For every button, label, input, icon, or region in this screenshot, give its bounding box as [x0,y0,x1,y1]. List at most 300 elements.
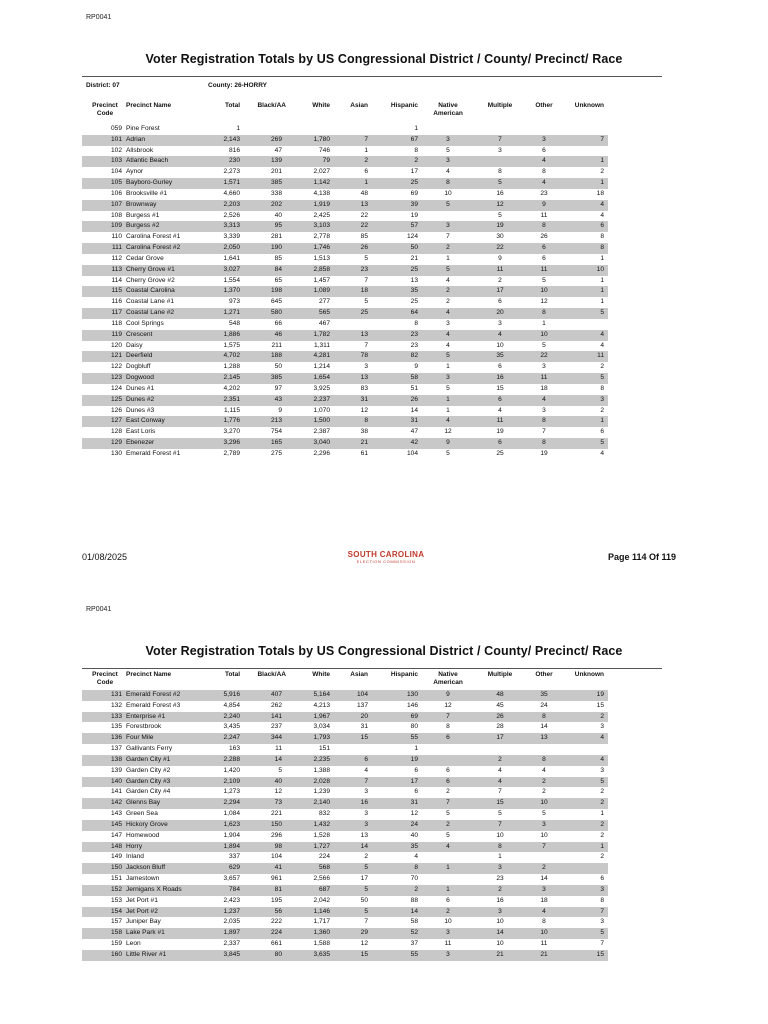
cell-other: 11 [540,265,548,273]
cell-code: 126 [110,406,122,414]
cell-asian: 15 [360,950,368,958]
cell-black: 211 [271,341,282,349]
cell-total: 1 [236,125,240,132]
cell-multiple: 20 [496,309,504,317]
cell-asian: 31 [360,723,368,731]
cell-white: 1,780 [313,135,330,143]
cell-name: Jet Port #1 [126,896,158,904]
cell-name: Dunes #2 [126,395,155,403]
cell-unknown: 4 [600,211,604,219]
cell-asian: 13 [360,831,368,839]
table-row [82,907,608,918]
cell-name: Enterprise #1 [126,712,166,720]
cell-total: 1,115 [223,406,240,414]
col-multiple: Multiple [487,671,513,678]
cell-black: 73 [274,799,282,807]
cell-other: 11 [540,211,548,219]
table-row [82,167,608,178]
cell-other: 21 [540,950,548,958]
cell-black: 141 [270,712,282,720]
table-row [82,852,608,863]
cell-hispanic: 26 [410,395,418,403]
cell-asian: 3 [364,810,368,818]
cell-other: 18 [540,384,548,392]
cell-multiple: 22 [496,244,504,252]
cell-total: 1,776 [223,417,240,425]
cell-asian: 7 [364,276,368,284]
cell-black: 5 [278,766,282,774]
cell-native: 9 [446,691,450,698]
cell-black: 385 [270,374,282,382]
cell-white: 2,778 [313,233,330,241]
cell-other: 4 [542,907,546,915]
cell-unknown: 7 [600,940,604,948]
table-row [82,690,608,701]
cell-unknown: 2 [600,712,604,720]
cell-other: 10 [540,330,548,338]
cell-white: 1,388 [313,766,330,774]
report-id: RP0041 [86,606,112,613]
cell-hispanic: 55 [410,950,418,958]
cell-code: 129 [110,439,122,447]
table-row [82,200,608,211]
cell-unknown: 4 [600,734,604,742]
cell-name: Burgess #1 [126,211,160,219]
cell-hispanic: 37 [410,940,418,948]
cell-name: Emerald Forest #2 [126,691,181,698]
cell-other: 4 [542,395,546,403]
cell-white: 1,528 [313,831,330,839]
cell-native: 1 [446,885,450,893]
cell-name: Emerald Forest #3 [126,701,181,709]
cell-hispanic: 9 [414,363,418,371]
cell-black: 95 [274,222,282,230]
cell-name: Jet Port #2 [126,907,158,915]
cell-native: 6 [446,777,450,785]
cell-black: 97 [274,384,282,392]
cell-name: Jackson Bluff [126,864,166,872]
cell-multiple: 12 [496,200,504,208]
cell-white: 467 [318,319,330,327]
table-row [82,265,608,276]
cell-hispanic: 31 [410,799,418,807]
cell-other: 11 [540,374,548,382]
table-row [82,842,608,853]
cell-other: 5 [542,276,546,284]
cell-white: 1,588 [313,940,330,948]
cell-asian: 14 [360,842,368,850]
cell-total: 1,575 [223,341,240,349]
table-row [82,427,608,438]
cell-asian: 61 [360,449,368,457]
table-row [82,701,608,712]
cell-unknown: 1 [600,179,604,187]
cell-white: 2,425 [313,211,330,219]
cell-unknown: 2 [600,788,604,796]
cell-asian: 78 [360,352,368,360]
cell-name: Little River #1 [126,950,167,958]
cell-asian: 13 [360,374,368,382]
cell-code: 116 [111,298,122,306]
cell-white: 1,360 [313,929,330,937]
cell-asian: 4 [364,766,368,774]
cell-asian: 23 [360,265,368,273]
report-id: RP0041 [86,14,112,21]
cell-hispanic: 51 [410,384,418,392]
cell-native: 2 [446,244,450,252]
cell-multiple: 4 [498,777,502,785]
cell-code: 103 [110,157,122,165]
cell-native: 5 [446,265,450,273]
cell-asian: 29 [360,929,368,937]
cell-multiple: 10 [496,918,504,926]
cell-native: 2 [446,287,450,295]
cell-name: Homewood [126,831,160,839]
cell-unknown: 4 [600,330,604,338]
cell-hispanic: 130 [406,691,418,698]
cell-code: 152 [110,885,122,893]
cell-native: 8 [446,723,450,731]
cell-asian: 83 [360,384,368,392]
cell-black: 40 [274,777,282,785]
cell-multiple: 45 [496,701,504,709]
table-body [82,124,608,460]
cell-hispanic: 31 [410,417,418,425]
cell-unknown: 3 [600,723,604,731]
table-row [82,146,608,157]
cell-total: 548 [228,319,240,327]
cell-name: East Conway [126,417,165,425]
cell-asian: 12 [360,406,368,414]
cell-code: 130 [110,449,122,457]
cell-asian: 137 [356,701,368,709]
precinct-table-1 [82,102,608,460]
cell-code: 112 [111,254,122,262]
cell-white: 746 [318,146,330,154]
cell-name: Garden City #4 [126,788,171,796]
cell-unknown: 2 [600,820,604,828]
cell-other: 26 [540,233,548,241]
cell-black: 961 [270,875,282,883]
report-page-2 [0,572,768,1024]
cell-multiple: 16 [496,896,504,904]
cell-white: 1,311 [313,341,330,349]
cell-unknown: 1 [600,287,604,295]
cell-white: 568 [318,864,330,872]
cell-asian: 5 [364,885,368,893]
cell-other: 6 [542,244,546,252]
cell-hispanic: 25 [410,298,418,306]
cell-other: 12 [540,298,548,306]
cell-total: 1,554 [223,276,240,284]
page-number: Page 114 Of 119 [608,552,677,562]
cell-black: 202 [270,200,282,208]
cell-black: 407 [270,691,282,698]
cell-white: 3,635 [313,950,330,958]
cell-multiple: 21 [496,950,504,958]
cell-native: 5 [446,384,450,392]
cell-hispanic: 35 [410,287,418,295]
cell-native: 5 [446,146,450,154]
cell-code: 124 [110,384,122,392]
cell-native: 8 [446,179,450,187]
cell-black: 213 [270,417,282,425]
cell-unknown: 8 [600,896,604,904]
cell-other: 8 [542,712,546,720]
cell-hispanic: 124 [406,233,418,241]
cell-asian: 26 [360,244,368,252]
cell-asian: 17 [360,875,368,883]
cell-unknown: 7 [600,135,604,143]
cell-native: 7 [446,712,450,720]
cell-code: 122 [110,363,122,371]
cell-name: Atlantic Beach [126,157,169,165]
cell-unknown: 8 [600,244,604,252]
cell-white: 1,967 [313,712,330,720]
table-row [82,722,608,733]
cell-native: 4 [446,330,450,338]
cell-multiple: 7 [498,820,502,828]
cell-white: 687 [318,885,330,893]
cell-multiple: 4 [498,766,502,774]
cell-total: 2,240 [223,712,240,720]
cell-code: 142 [110,799,122,807]
cell-hispanic: 47 [410,428,418,436]
table-row [82,744,608,755]
cell-other: 8 [542,222,546,230]
cell-unknown: 2 [600,799,604,807]
cell-code: 139 [110,766,122,774]
cell-code: 158 [110,929,122,937]
cell-white: 3,925 [313,384,330,392]
table-row [82,950,608,961]
table-row [82,384,608,395]
cell-code: 119 [111,330,122,338]
cell-total: 4,702 [223,352,240,360]
cell-native: 4 [446,309,450,317]
cell-multiple: 16 [496,374,504,382]
cell-name: Juniper Bay [126,918,161,926]
cell-white: 1,746 [313,244,330,252]
cell-other: 4 [542,766,546,774]
cell-black: 344 [270,734,282,742]
cell-black: 12 [274,788,282,796]
cell-total: 2,526 [223,211,240,219]
report-title: Voter Registration Totals by US Congressional District / County/ Precinct/ Race [145,52,623,66]
cell-native: 3 [446,374,450,382]
cell-total: 2,423 [223,896,240,904]
cell-hispanic: 17 [410,777,418,785]
cell-code: 145 [110,820,122,828]
col-other: Other [535,102,553,109]
col-black: Black/AA [257,671,286,678]
table-row [82,766,608,777]
cell-unknown: 15 [596,701,604,709]
cell-multiple: 19 [496,428,504,436]
cell-total: 1,886 [223,330,240,338]
cell-unknown: 5 [600,777,604,785]
cell-white: 4,213 [313,701,330,709]
cell-total: 3,339 [223,233,240,241]
cell-white: 2,566 [313,875,330,883]
cell-code: 125 [110,395,122,403]
cell-name: Garden City #2 [126,766,171,774]
cell-hispanic: 1 [414,745,418,753]
table-row [82,254,608,265]
cell-hispanic: 24 [410,820,418,828]
cell-unknown: 15 [596,950,604,958]
cell-asian: 6 [364,755,368,763]
cell-total: 2,288 [223,755,240,763]
cell-total: 2,789 [223,449,240,457]
col-other: Other [535,671,553,678]
cell-unknown: 18 [596,189,604,197]
cell-name: Green Sea [126,810,158,818]
cell-hispanic: 104 [406,449,418,457]
cell-asian: 13 [360,200,368,208]
col-name: Precinct Name [126,671,172,678]
cell-other: 13 [540,734,548,742]
cell-name: Cherry Grove #2 [126,276,175,284]
cell-black: 661 [270,940,282,948]
cell-unknown: 1 [600,276,604,284]
cell-black: 46 [274,330,282,338]
table-row [82,156,608,167]
cell-black: 84 [274,265,282,273]
cell-native: 4 [446,168,450,176]
cell-code: 147 [110,831,122,839]
table-row [82,798,608,809]
cell-white: 5,164 [313,691,330,698]
cell-multiple: 9 [498,254,502,262]
cell-unknown: 1 [600,254,604,262]
cell-code: 157 [110,918,122,926]
cell-other: 8 [542,309,546,317]
cell-unknown: 11 [597,352,604,360]
cell-unknown: 4 [600,755,604,763]
cell-white: 1,782 [313,330,330,338]
cell-white: 151 [318,745,330,753]
table-row [82,712,608,723]
cell-white: 4,138 [313,189,330,197]
cell-total: 230 [228,157,240,165]
cell-white: 2,237 [313,395,330,403]
cell-hispanic: 82 [410,352,418,360]
cell-total: 2,351 [223,395,240,403]
cell-other: 4 [542,179,546,187]
cell-hispanic: 19 [410,755,418,763]
cell-hispanic: 80 [410,723,418,731]
cell-multiple: 16 [496,189,504,197]
cell-other: 19 [540,449,548,457]
cell-other: 2 [542,788,546,796]
cell-name: Allsbrook [126,146,154,154]
table-row [82,787,608,798]
cell-total: 3,270 [223,428,240,436]
cell-total: 3,845 [223,950,240,958]
cell-total: 2,273 [223,168,240,176]
cell-native: 6 [446,734,450,742]
cell-native: 4 [446,842,450,850]
cell-name: Garden City #3 [126,777,171,785]
cell-name: Dunes #3 [126,406,155,414]
cell-asian: 31 [360,395,368,403]
col-asian: Asian [350,671,368,678]
cell-name: Glenns Bay [126,799,161,807]
cell-other: 14 [540,875,548,883]
cell-black: 275 [270,449,282,457]
cell-total: 2,247 [223,734,240,742]
col-asian: Asian [350,102,368,109]
cell-hispanic: 2 [414,885,418,893]
cell-other: 9 [542,200,546,208]
cell-unknown: 5 [600,374,604,382]
cell-asian: 2 [364,853,368,861]
cell-black: 237 [270,723,282,731]
table-row [82,189,608,200]
cell-white: 2,296 [313,449,330,457]
cell-code: 120 [110,341,122,349]
cell-unknown: 1 [600,417,604,425]
cell-asian: 18 [360,287,368,295]
cell-asian: 22 [360,211,368,219]
col-white: White [312,102,330,109]
cell-native: 7 [446,799,450,807]
cell-white: 1,654 [313,374,330,382]
cell-code: 105 [110,179,122,187]
cell-other: 2 [542,864,546,872]
cell-multiple: 5 [498,211,502,219]
cell-asian: 38 [360,428,368,436]
cell-unknown: 6 [600,428,604,436]
cell-asian: 20 [360,712,368,720]
cell-hispanic: 8 [414,319,418,327]
cell-code: 148 [110,842,122,850]
cell-total: 163 [228,745,240,753]
footer-date: 01/08/2025 [82,552,128,562]
cell-black: 645 [270,298,282,306]
table-header [82,671,608,690]
table-row [82,438,608,449]
cell-code: 133 [110,712,122,720]
cell-other: 35 [540,691,548,698]
cell-unknown: 4 [600,449,604,457]
cell-asian: 5 [364,907,368,915]
cell-white: 1,919 [313,200,330,208]
cell-other: 14 [540,723,548,731]
cell-white: 3,040 [313,439,330,447]
table-header [82,102,608,124]
cell-multiple: 28 [496,723,504,731]
cell-name: Coastal Carolina [126,287,175,295]
cell-multiple: 2 [498,885,502,893]
cell-code: 117 [111,309,122,317]
cell-native: 1 [446,406,450,414]
cell-black: 201 [270,168,282,176]
cell-name: Leon [126,940,141,948]
cell-hispanic: 58 [410,918,418,926]
cell-multiple: 48 [496,691,504,698]
cell-asian: 7 [364,135,368,143]
cell-white: 3,103 [313,222,330,230]
table-row [82,755,608,766]
cell-hispanic: 40 [410,831,418,839]
cell-total: 1,641 [223,254,240,262]
cell-multiple: 14 [496,929,504,937]
cell-multiple: 2 [498,755,502,763]
table-row [82,362,608,373]
cell-other: 8 [542,755,546,763]
